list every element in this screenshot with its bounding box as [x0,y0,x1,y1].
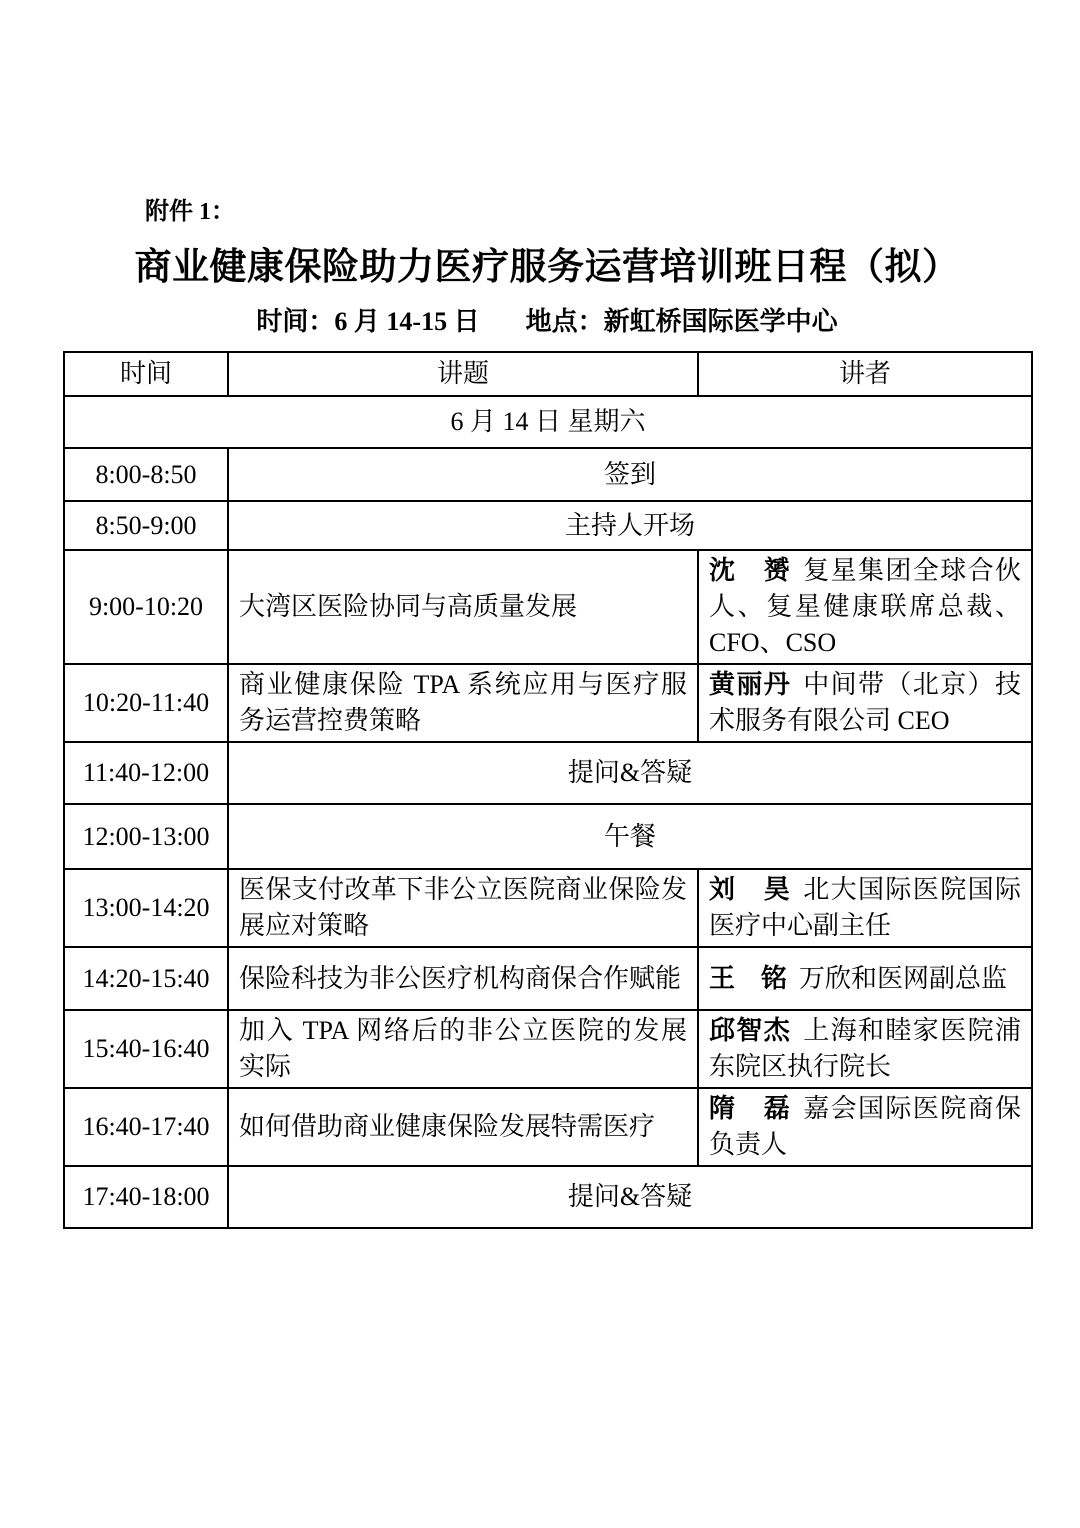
time-cell: 10:20-11:40 [64,664,228,742]
topic-cell: 商业健康保险 TPA 系统应用与医疗服务运营控费策略 [228,664,698,742]
topic-cell: 医保支付改革下非公立医院商业保险发展应对策略 [228,869,698,947]
speaker-description: 中间带（北京）技术服务有限公司 CEO [709,670,1021,735]
time-cell: 16:40-17:40 [64,1088,228,1166]
table-row [64,664,1032,742]
time-cell: 9:00-10:20 [64,550,228,664]
speaker-cell [698,869,1032,947]
time-cell: 11:40-12:00 [64,742,228,804]
schedule-table [63,351,1033,1229]
activity-cell: 提问&答疑 [228,742,1032,804]
activity-cell: 签到 [228,448,1032,501]
speaker-description: 上海和睦家医院浦东院区执行院长 [709,1016,1021,1081]
speaker-name: 邱智杰 [709,1016,792,1045]
table-row [64,550,1032,664]
speaker-description: 万欣和医网副总监 [799,963,1008,993]
table-row [64,804,1032,869]
topic-cell: 保险科技为非公医疗机构商保合作赋能 [228,947,698,1010]
activity-cell: 提问&答疑 [228,1166,1032,1228]
date-header: 6 月 14 日 星期六 [64,396,1032,448]
speaker-description: 复星集团全球合伙人、复星健康联席总裁、CFO、CSO [709,556,1021,657]
speaker-cell [698,1010,1032,1088]
table-row [64,448,1032,501]
speaker-cell [698,1088,1032,1166]
meta-location: 地点：新虹桥国际医学中心 [525,307,838,336]
time-cell: 14:20-15:40 [64,947,228,1010]
topic-cell: 如何借助商业健康保险发展特需医疗 [228,1088,698,1166]
speaker-name: 沈 赟 [709,556,792,585]
time-cell: 13:00-14:20 [64,869,228,947]
time-cell: 12:00-13:00 [64,804,228,869]
meta-line [63,305,1031,339]
time-cell: 8:50-9:00 [64,501,228,550]
table-row [64,947,1032,1010]
document-body [63,0,1031,1229]
speaker-name: 黄丽丹 [709,670,792,699]
speaker-description: 嘉会国际医院商保负责人 [709,1094,1021,1159]
table-row [64,501,1032,550]
speaker-name: 刘 昊 [709,875,792,904]
header-row [64,352,1032,396]
attachment-label: 附件 1： [145,199,235,225]
time-cell: 15:40-16:40 [64,1010,228,1088]
speaker-cell [698,947,1032,1010]
header-time: 时间 [64,352,228,396]
topic-cell: 大湾区医险协同与高质量发展 [228,550,698,664]
table-row [64,1088,1032,1166]
table-row [64,1010,1032,1088]
activity-cell: 午餐 [228,804,1032,869]
table-row [64,869,1032,947]
time-cell: 17:40-18:00 [64,1166,228,1228]
meta-time: 时间：6 月 14-15 日 [256,307,480,336]
speaker-cell [698,550,1032,664]
speaker-name: 王 铭 [709,963,788,993]
speaker-description: 北大国际医院国际医疗中心副主任 [709,875,1021,940]
table-row [64,1166,1032,1228]
speaker-name: 隋 磊 [709,1094,792,1123]
time-cell: 8:00-8:50 [64,448,228,501]
table-row [64,742,1032,804]
topic-cell: 加入 TPA 网络后的非公立医院的发展实际 [228,1010,698,1088]
page-title: 商业健康保险助力医疗服务运营培训班日程（拟） [134,247,960,288]
date-row [64,396,1032,448]
header-speaker: 讲者 [698,352,1032,396]
activity-cell: 主持人开场 [228,501,1032,550]
header-topic: 讲题 [228,352,698,396]
speaker-cell [698,664,1032,742]
